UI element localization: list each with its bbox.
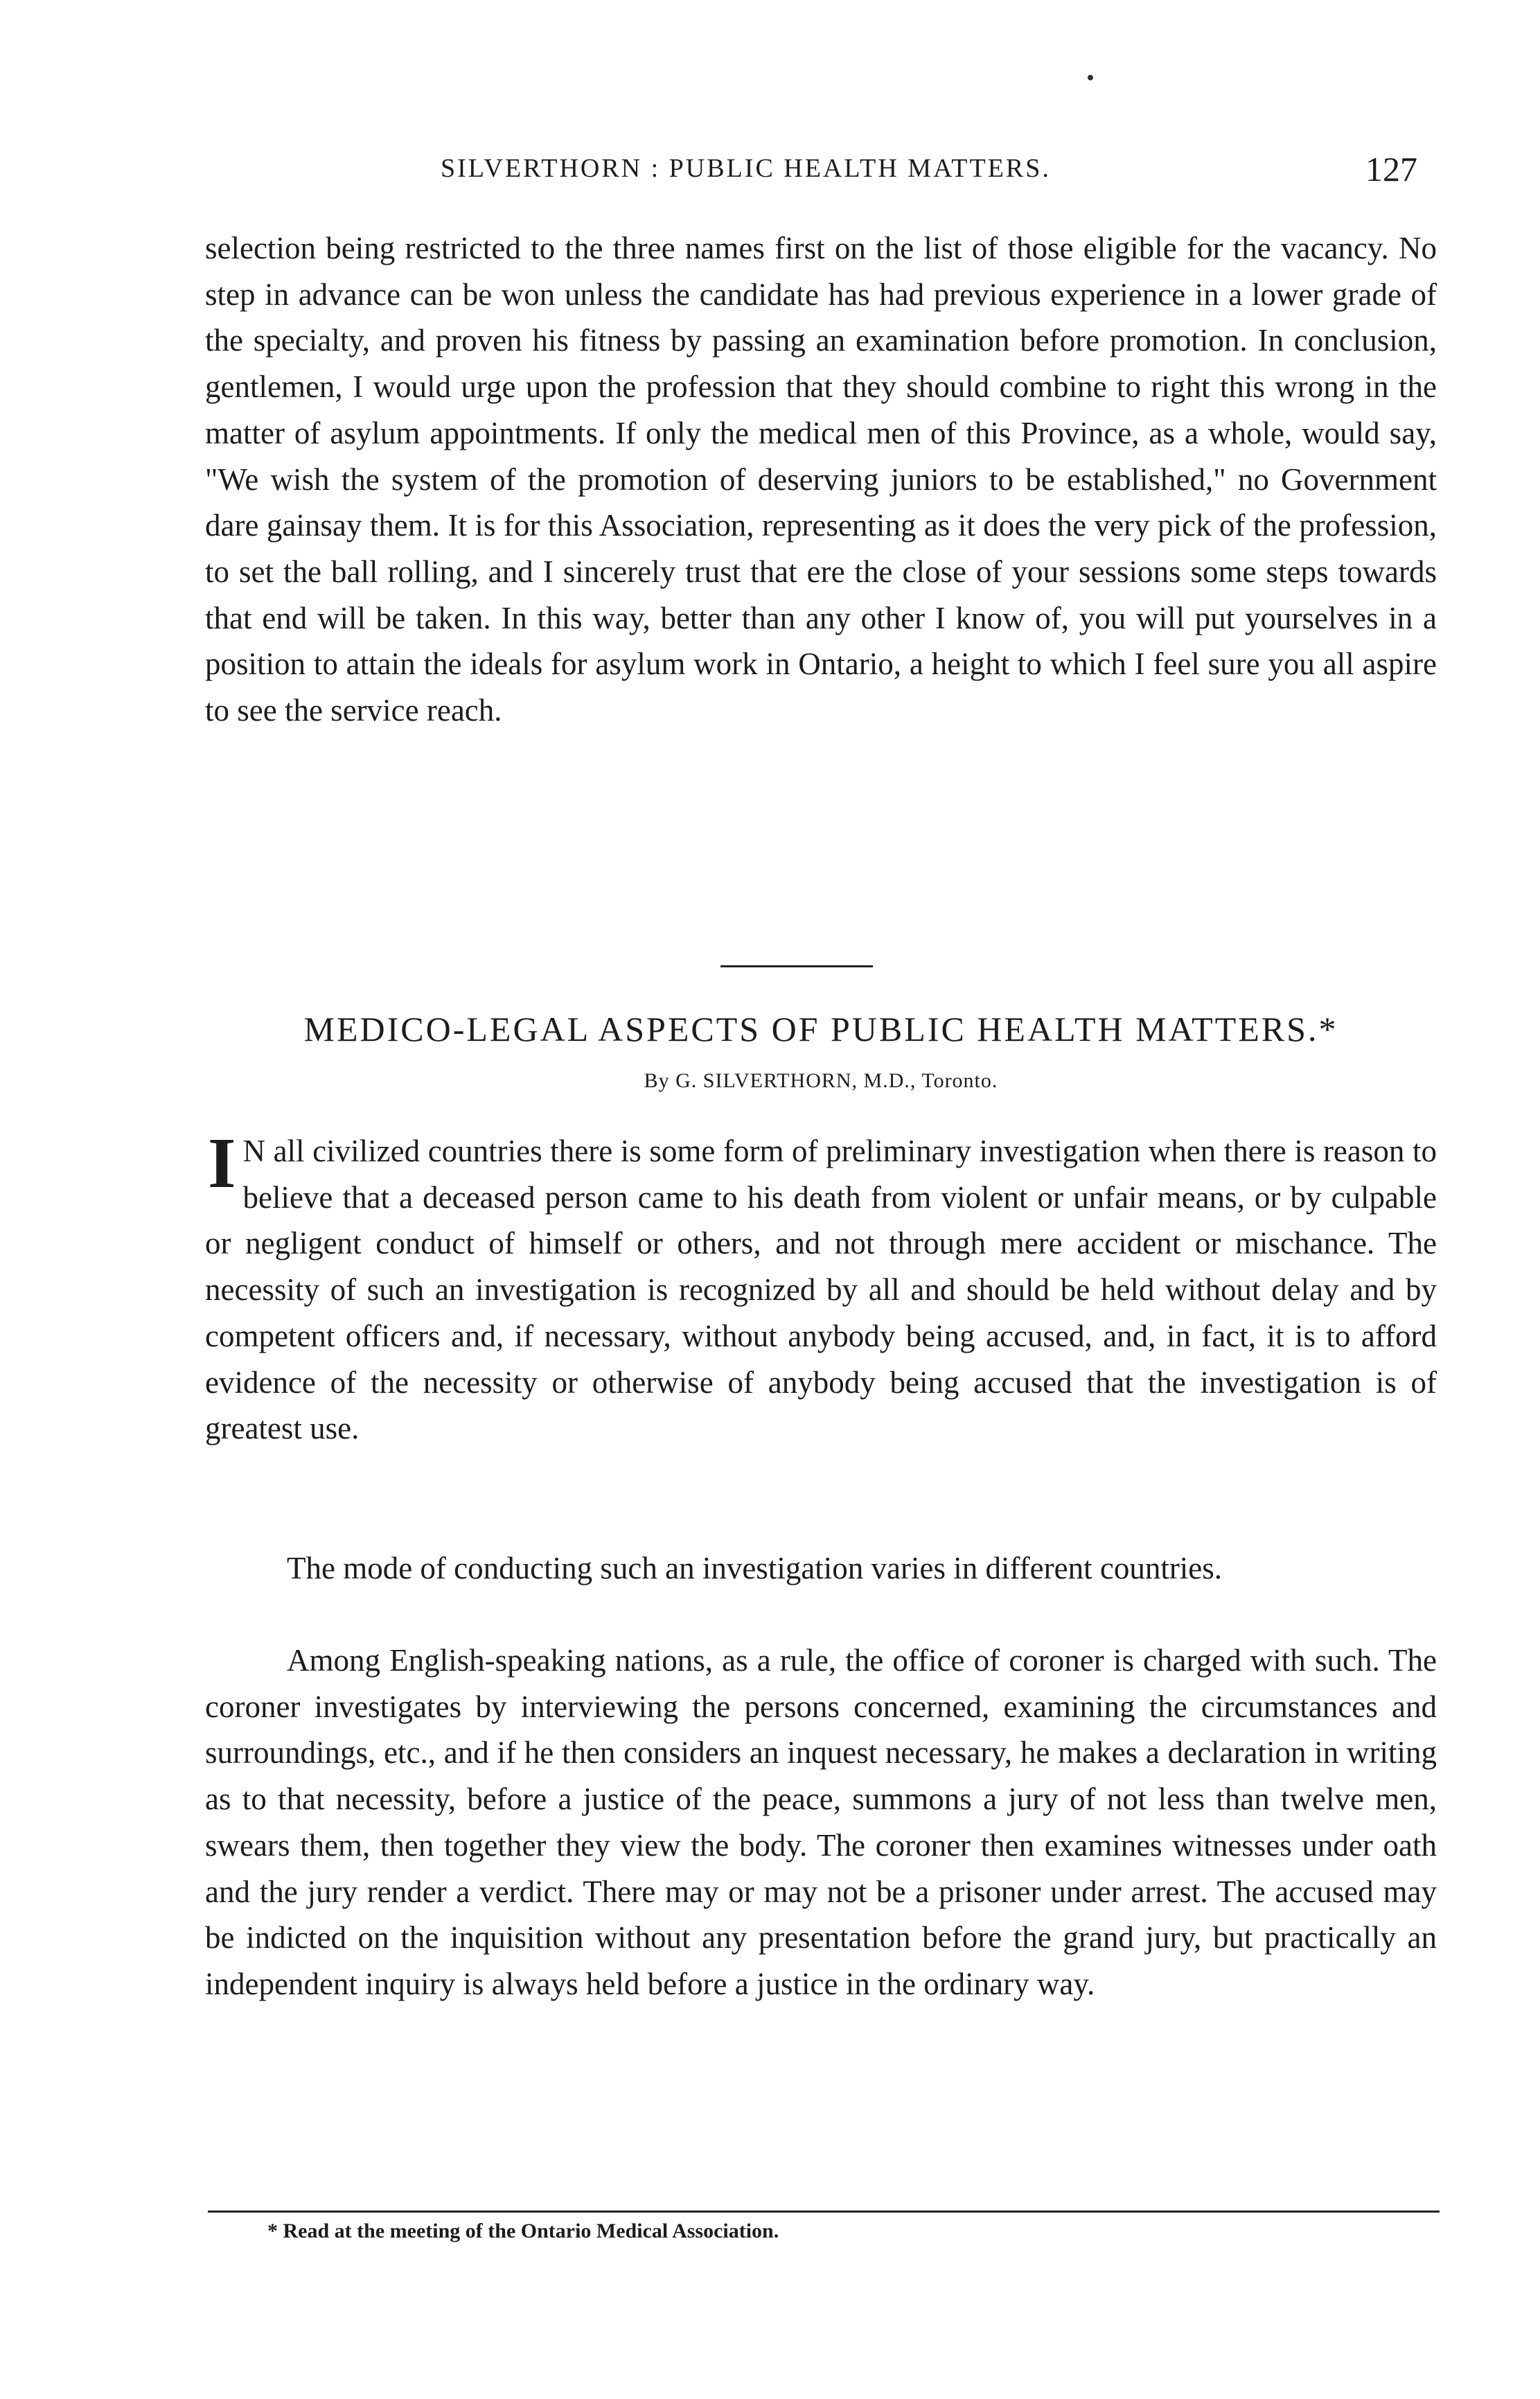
drop-cap: I	[208, 1123, 236, 1203]
article-paragraph-3: Among English-speaking nations, as a rule, the office of coroner is charged with such. The coroner investigates by interviewing the persons concerned, examining the circumstances and surroundings, etc., and if he then considers an inquest necessary, he makes a declaration in writing as to that necessity, before a justice of the peace, summons a jury of not less than twelve men, swears them, then together they view the body. The coroner then examines witnesses under oath and the jury render a verdict. There may or may not be a prisoner under arrest. The accused may be indicted on the inquisition without any presentation before the grand jury, but practically an independent inquiry is always held before a justice in the ordinary way.	[205, 1643, 1437, 2001]
article-title: MEDICO-LEGAL ASPECTS OF PUBLIC HEALTH MATTERS.*	[303, 1010, 1338, 1048]
continuation-paragraph: selection being restricted to the three names first on the list of those eligible for the vacancy. No step in advance can be won unless the candidate has had previous experience in a lower grade of the specialty, and proven his fitness by passing an examination before promotion. In conclusion, gentlemen, I would urge upon the profession that they should combine to right this wrong in the matter of asylum appointments. If only the medical men of this Province, as a whole, would say, "We wish the system of the promotion of deserving juniors to be established," no Government dare gainsay them. It is for this Association, representing as it does the very pick of the profession, to set the ball rolling, and I sincerely trust that ere the close of your sessions some steps towards that end will be taken. In this way, better than any other I know of, you will put yourselves in a position to attain the ideals for asylum work in Ontario, a height to which I feel sure you all aspire to see the service reach.	[205, 231, 1437, 728]
section-divider	[720, 965, 873, 967]
article-byline: By G. SILVERTHORN, M.D., Toronto.	[644, 1069, 998, 1092]
running-title: SILVERTHORN : PUBLIC HEALTH MATTERS.	[441, 154, 1051, 183]
footnote-rule	[208, 2211, 1440, 2213]
article-paragraph-1	[205, 1123, 1437, 1452]
footnote: * Read at the meeting of the Ontario Medical Association.	[267, 2220, 779, 2242]
print-speck	[1088, 75, 1093, 80]
page-number: 127	[1365, 150, 1417, 188]
article-paragraph-2: The mode of conducting such an investigation varies in different countries.	[287, 1551, 1223, 1585]
paragraph-1-text: N all civilized countries there is some form of preliminary investigation when there is reason to believe that a deceased person came to his death from violent or unfair means, or by culpable or negligent conduct of himself or others, and not through mere accident or mischance. The necessity of such an investigation is recognized by all and should be held without delay and by competent officers and, if necessary, without anybody being accused, and, in fact, it is to afford evidence of the necessity or otherwise of anybody being accused that the investigation is of greatest use.	[205, 1134, 1437, 1446]
running-head	[205, 149, 1431, 191]
